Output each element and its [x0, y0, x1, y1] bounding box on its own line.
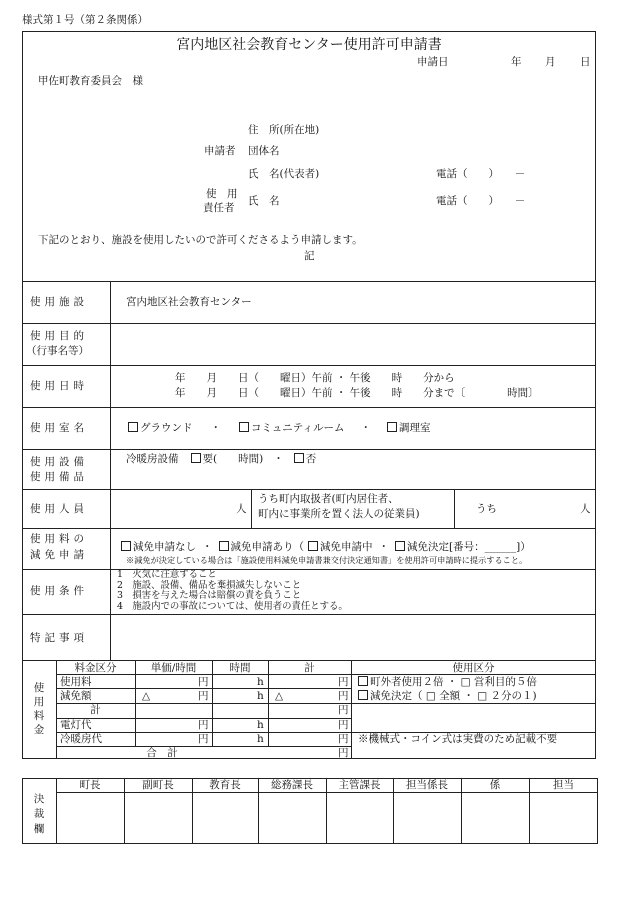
reduction-yes-checkbox[interactable] — [219, 541, 229, 551]
responsible-tel: 電話（ ） － — [436, 195, 526, 207]
people-uchi: うち — [476, 503, 497, 515]
room-options — [128, 422, 430, 435]
apply-day: 日 — [580, 56, 591, 68]
purpose-field[interactable] — [111, 324, 595, 364]
fee-category: 計 — [90, 704, 101, 716]
aircon-yes-checkbox[interactable] — [191, 453, 201, 463]
approval-col-general-affairs: 総務課長 — [271, 779, 313, 791]
approval-side-label — [22, 792, 56, 837]
condition-item: 2 施設、設備、備品を棄損滅失しないこと — [117, 579, 302, 591]
approval-col-superintendent: 教育長 — [209, 779, 241, 791]
fee-hours: h — [257, 733, 264, 745]
people-note-2: 町内に事業所を置く法人の従業員) — [258, 508, 420, 520]
applicant-address: 住 所(所在地) — [248, 124, 320, 136]
people-unit-2: 人 — [580, 503, 591, 515]
fee-side-char: 用 — [33, 696, 45, 708]
apply-year: 年 — [511, 56, 522, 68]
fee-category: 電灯代 — [60, 719, 92, 731]
datetime-to: 年 月 日（ 曜日）午前 ・ 午後 時 分まで〔 時間〕 — [175, 387, 539, 399]
apply-date-label: 申請日 — [417, 56, 449, 68]
applicant-group: 団体名 — [248, 145, 280, 157]
equipment-label-2: 使用備品 — [30, 471, 88, 483]
notes-label: 特記事項 — [30, 632, 88, 644]
reduction-options — [121, 541, 531, 554]
reduction-label-2: 減免申請 — [30, 549, 88, 561]
aircon-yes-label: 要( 時間) — [202, 453, 264, 465]
aircon-no-label: 否 — [305, 453, 317, 465]
approval-col-vice-mayor: 副町長 — [142, 779, 174, 791]
fee-header-unit: 単価/時間 — [150, 662, 197, 674]
facility-label: 使用施設 — [30, 296, 88, 308]
purpose-sublabel: （行事名等） — [26, 345, 89, 357]
fee-usage-note: ※機械式・コイン式は実費のため記載不要 — [358, 733, 558, 745]
fee-hours: h — [257, 690, 264, 702]
form-title: 宮内地区社会教育センター使用許可申請書 — [176, 37, 442, 53]
datetime-label: 使用日時 — [30, 380, 88, 392]
facility-value: 宮内地区社会教育センター — [126, 296, 252, 308]
fee-side-char: 使 — [33, 682, 45, 694]
equipment-options — [126, 453, 316, 466]
fee-header-sum: 計 — [304, 662, 315, 674]
approval-col-in-charge: 担当 — [553, 779, 574, 791]
approval-col-staff: 係 — [489, 779, 501, 791]
condition-item: 1 火気に注意すること — [117, 569, 217, 580]
room-cooking-checkbox[interactable] — [387, 422, 397, 432]
reduction-sep-1: ・ — [202, 541, 213, 553]
conditions-list — [117, 570, 348, 613]
reduction-decided-checkbox[interactable] — [395, 541, 405, 551]
aircon-label: 冷暖房設備 — [126, 453, 179, 465]
fee-sum: 円 — [338, 676, 349, 688]
equipment-label-1: 使用設備 — [30, 456, 88, 468]
room-community-label: コミュニティルーム — [251, 422, 345, 434]
approval-col-subsection-chief: 担当係長 — [406, 779, 448, 791]
room-sep-2: ・ — [360, 422, 371, 434]
fee-hours: h — [257, 719, 264, 731]
people-unit: 人 — [236, 503, 247, 515]
fee-side-label — [22, 681, 56, 737]
fee-header-usage: 使用区分 — [452, 662, 495, 674]
applicant-name: 氏 名(代表者) — [248, 168, 320, 180]
ki-label: 記 — [304, 250, 315, 262]
approval-side-char: 決 — [33, 793, 45, 805]
conditions-label: 使用条件 — [30, 585, 88, 597]
fee-total-label: 合 計 — [146, 747, 178, 759]
fee-usage-2: 減免決定（ □ 全額 ・ □ ２分の１) — [358, 690, 537, 703]
fee-unit: 円 — [198, 733, 209, 745]
fee-sum: 円 — [338, 719, 349, 731]
reduction-none-checkbox[interactable] — [121, 541, 131, 551]
fee-hours: h — [257, 676, 264, 688]
fee-sum: 円 — [338, 690, 349, 702]
fee-sum: 円 — [338, 733, 349, 745]
fee-unit: 円 — [198, 676, 209, 688]
approval-col-mayor: 町長 — [79, 779, 101, 791]
reduction-label-1: 使用料の — [30, 533, 88, 545]
responsible-label-1: 使 用 — [206, 188, 238, 200]
approval-side-char: 裁 — [33, 808, 45, 820]
form-number: 様式第１号（第２条関係） — [22, 14, 148, 26]
responsible-name: 氏 名 — [248, 195, 280, 207]
fee-unit: 円 — [198, 690, 209, 702]
reduction-decided-label: 減免決定[番号：______]） — [407, 541, 531, 553]
fee-side-char: 金 — [33, 724, 45, 736]
fee-category: 減免額 — [60, 690, 92, 702]
reduction-yes-label: 減免申請あり（ — [230, 541, 304, 553]
fee-unit-triangle: △ — [142, 690, 151, 702]
reduction-pending-label: 減免申請中 — [320, 541, 373, 553]
reduction-note: ※減免が決定している場合は「施設使用料減免申請書兼交付決定通知書」を使用許可申請時に提示すること。 — [126, 555, 528, 565]
fee-side-char: 料 — [33, 710, 45, 722]
room-sep-1: ・ — [210, 422, 221, 434]
fee-sum: 円 — [338, 704, 349, 716]
purpose-label: 使用目的 — [30, 330, 88, 342]
datetime-from: 年 月 日（ 曜日）午前 ・ 午後 時 分から — [175, 372, 455, 384]
outside-user-checkbox[interactable] — [358, 676, 368, 686]
room-ground-label: グラウンド — [140, 422, 193, 434]
room-community-checkbox[interactable] — [239, 422, 249, 432]
room-label: 使用室名 — [30, 422, 88, 434]
fee-usage-1: 町外者使用２倍 ・ □ 営利目的５倍 — [358, 676, 537, 689]
people-note-1: うち町内取扱者(町内居住者、 — [258, 493, 399, 505]
applicant-label: 申請者 — [204, 145, 236, 157]
people-label: 使用人員 — [30, 503, 88, 515]
approval-side-char: 欄 — [33, 823, 45, 835]
aircon-no-checkbox[interactable] — [294, 453, 304, 463]
statement: 下記のとおり、施設を使用したいので許可くださるよう申請します。 — [38, 234, 363, 246]
condition-item: 3 損害を与えた場合は賠償の責を負うこと — [117, 590, 302, 602]
fee-header-category: 料金区分 — [74, 662, 117, 674]
condition-item: 4 施設内での事故については、使用者の責任とする。 — [117, 601, 348, 613]
fee-category: 冷暖房代 — [60, 733, 102, 745]
fee-unit: 円 — [198, 719, 209, 731]
fee-total-yen: 円 — [338, 747, 349, 759]
fee-category: 使用料 — [60, 676, 92, 688]
responsible-label-2: 責任者 — [203, 202, 235, 214]
approval-col-section-chief: 主管課長 — [338, 779, 381, 791]
fee-header-hours: 時間 — [229, 662, 251, 674]
reduction-decided-usage-checkbox[interactable] — [358, 690, 368, 700]
room-ground-checkbox[interactable] — [128, 422, 138, 432]
addressee: 甲佐町教育委員会 様 — [38, 75, 143, 87]
reduction-pending-checkbox[interactable] — [308, 541, 318, 551]
apply-month: 月 — [545, 56, 556, 68]
notes-field[interactable] — [111, 615, 595, 660]
room-cooking-label: 調理室 — [398, 422, 431, 434]
aircon-sep: ・ — [273, 453, 284, 465]
reduction-none-label: 減免申請なし — [133, 541, 196, 553]
applicant-tel: 電話（ ） － — [436, 168, 526, 180]
fee-sum-triangle: △ — [275, 690, 284, 702]
reduction-sep-2: ・ — [378, 541, 389, 553]
